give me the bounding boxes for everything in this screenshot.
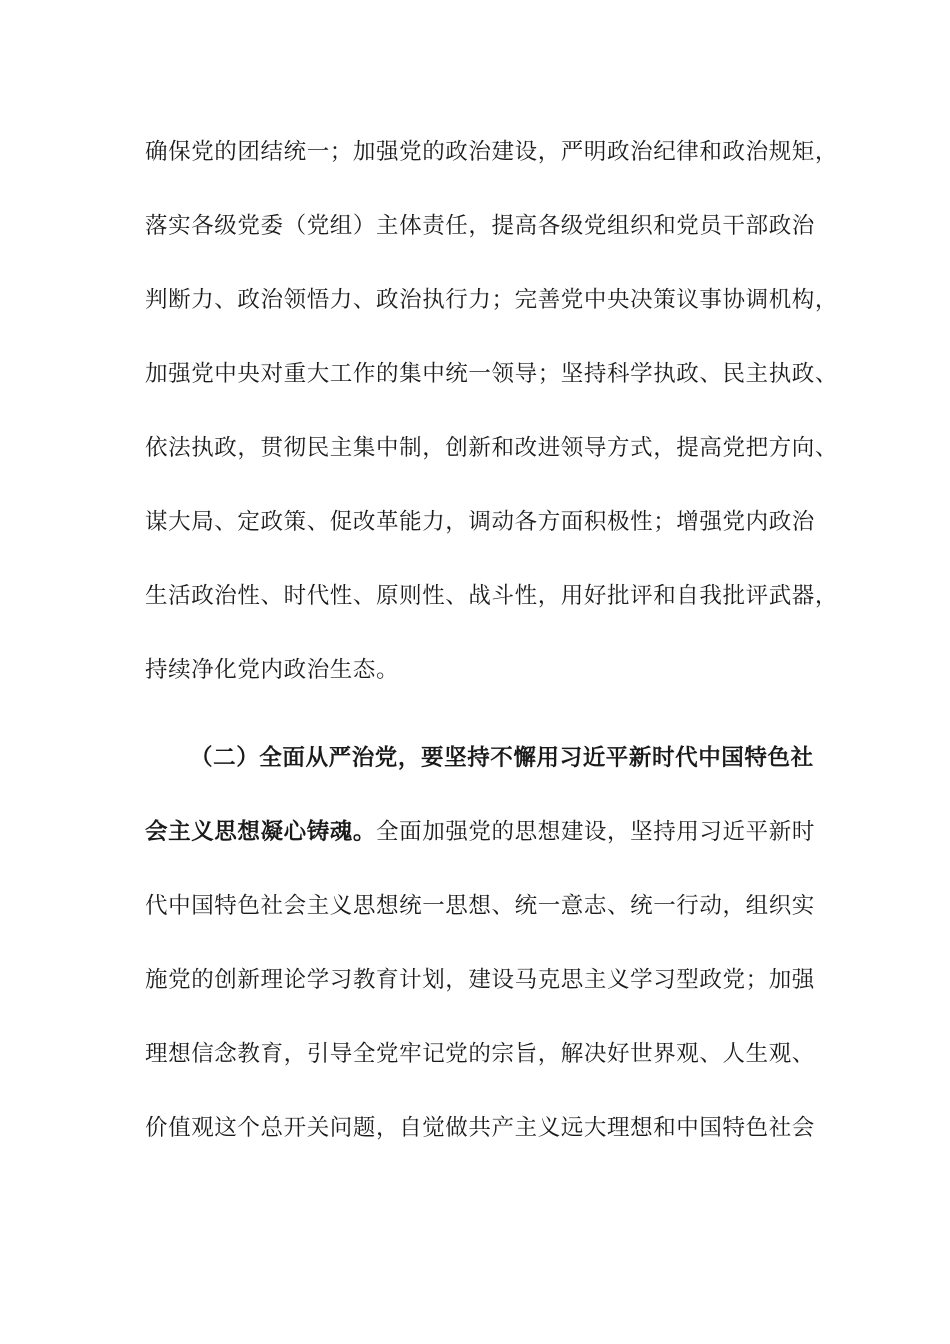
paragraph2-line-3: 代中国特色社会主义思想统一思想、统一意志、统一行动，组织实 xyxy=(145,893,815,919)
paragraph1-line-1: 确保党的团结统一；加强党的政治建设，严明政治纪律和政治规矩， xyxy=(145,139,839,165)
paragraph1-line-6: 谋大局、定政策、促改革能力，调动各方面积极性；增强党内政治 xyxy=(145,509,815,535)
paragraph2-line-2-text: 全面加强党的思想建设，坚持用习近平新时 xyxy=(376,819,815,845)
paragraph1-line-7: 生活政治性、时代性、原则性、战斗性，用好批评和自我批评武器， xyxy=(145,583,839,609)
paragraph1-line-2: 落实各级党委（党组）主体责任，提高各级党组织和党员干部政治 xyxy=(145,213,815,239)
paragraph1-line-3: 判断力、政治领悟力、政治执行力；完善党中央决策议事协调机构， xyxy=(145,287,839,313)
section-heading-line-2: 会主义思想凝心铸魂。 xyxy=(145,819,377,845)
paragraph1-line-8: 持续净化党内政治生态。 xyxy=(145,657,400,683)
paragraph2-line-5: 理想信念教育，引导全党牢记党的宗旨，解决好世界观、人生观、 xyxy=(145,1041,815,1067)
paragraph2-line-4: 施党的创新理论学习教育计划，建设马克思主义学习型政党；加强 xyxy=(145,967,815,993)
paragraph2-line-6: 价值观这个总开关问题，自觉做共产主义远大理想和中国特色社会 xyxy=(145,1115,815,1141)
paragraph1-line-5: 依法执政，贯彻民主集中制，创新和改进领导方式，提高党把方向、 xyxy=(145,435,839,461)
section-heading-line-1: （二）全面从严治党，要坚持不懈用习近平新时代中国特色社 xyxy=(190,745,814,771)
paragraph1-line-4: 加强党中央对重大工作的集中统一领导；坚持科学执政、民主执政、 xyxy=(145,361,839,387)
paragraph2-line-2 xyxy=(145,817,825,847)
